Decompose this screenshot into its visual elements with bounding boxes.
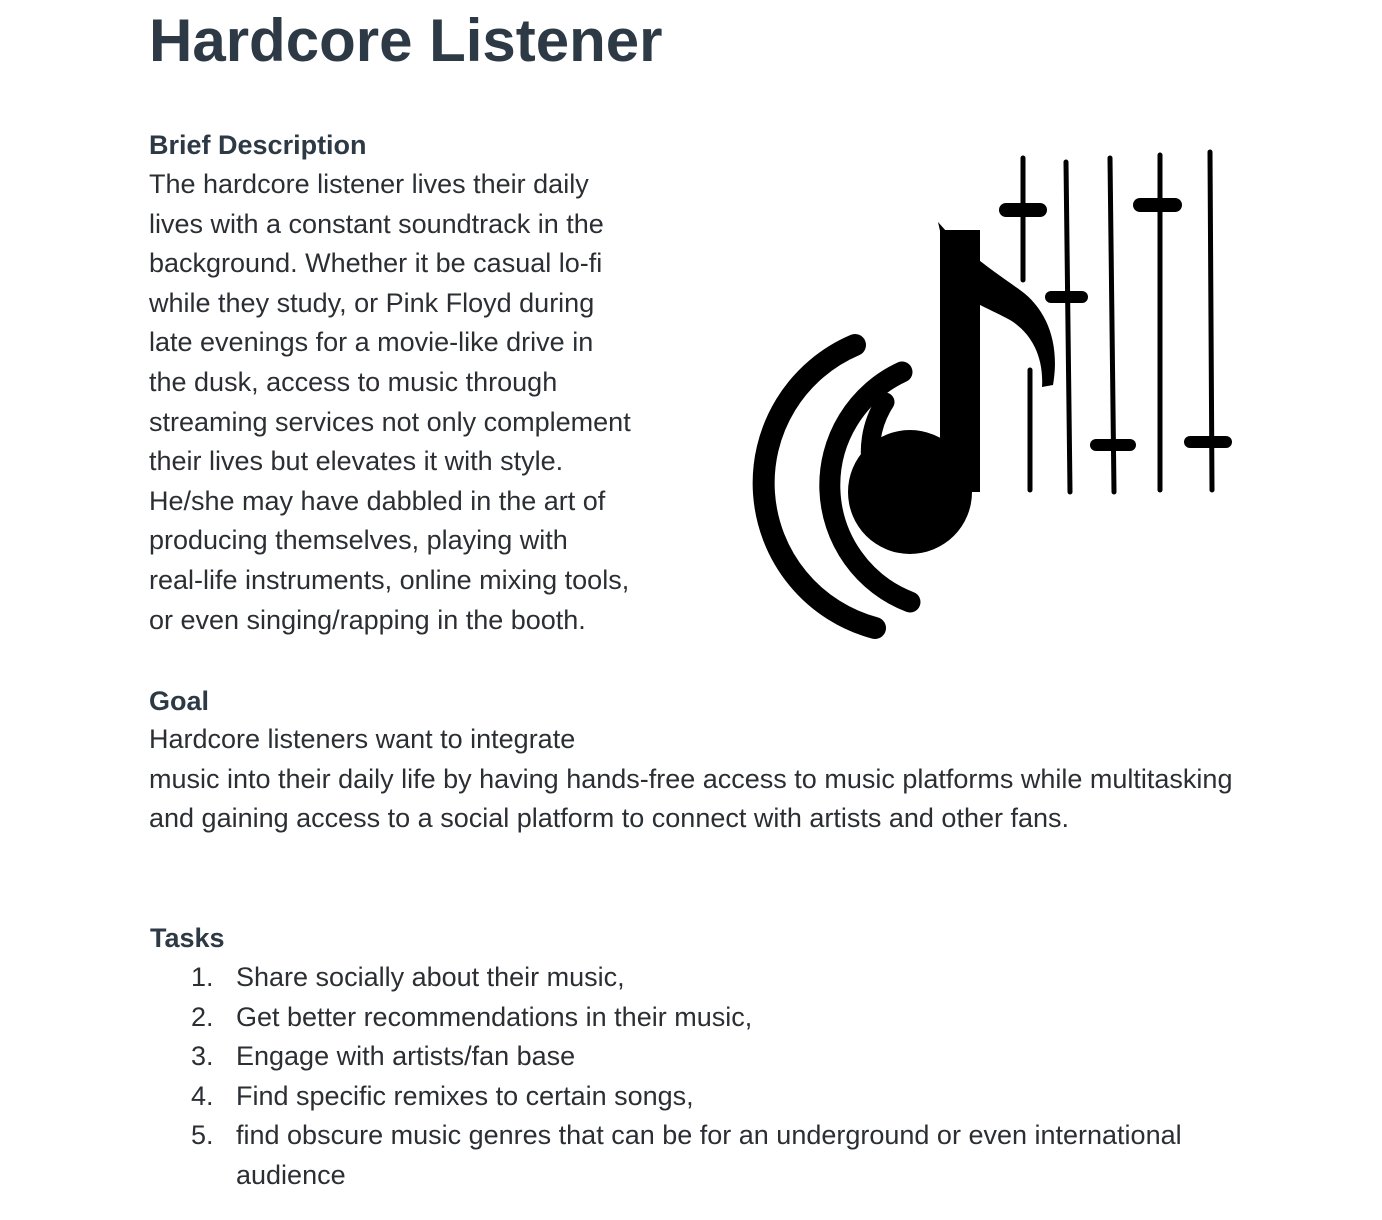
task-text: find obscure music genres that can be for an underground or even international audience bbox=[236, 1120, 1182, 1190]
task-text: Get better recommendations in their music, bbox=[236, 1001, 753, 1032]
task-item bbox=[149, 958, 1269, 998]
task-number: 4. bbox=[191, 1080, 214, 1111]
brief-description-line: lives with a constant soundtrack in the bbox=[149, 208, 604, 239]
goal-heading: Goal bbox=[149, 686, 210, 716]
tasks-list bbox=[149, 958, 1269, 1196]
brief-description-line: producing themselves, playing with bbox=[149, 525, 568, 556]
task-item bbox=[149, 1077, 1269, 1117]
brief-description-line: the dusk, access to music through bbox=[149, 366, 558, 397]
task-number: 5. bbox=[191, 1120, 214, 1151]
task-text: Find specific remixes to certain songs, bbox=[236, 1080, 694, 1111]
brief-description-line: The hardcore listener lives their daily bbox=[149, 169, 589, 199]
goal-text-line: Hardcore listeners want to integrate bbox=[149, 724, 576, 754]
brief-description-line: He/she may have dabbled in the art of bbox=[149, 485, 606, 516]
task-number: 2. bbox=[191, 1001, 214, 1032]
slider-track bbox=[1066, 162, 1070, 492]
task-text: Share socially about their music, bbox=[236, 962, 625, 992]
goal-text bbox=[149, 720, 1249, 839]
task-item bbox=[149, 998, 1269, 1038]
brief-description-heading: Brief Description bbox=[149, 130, 367, 160]
brief-description-line: real-life instruments, online mixing tools, bbox=[149, 564, 630, 595]
page-title: Hardcore Listener bbox=[149, 7, 663, 74]
brief-description-line: streaming services not only complement bbox=[149, 406, 631, 437]
task-item bbox=[149, 1037, 1269, 1077]
task-text: Engage with artists/fan base bbox=[236, 1041, 576, 1072]
brief-description-line: their lives but elevates it with style. bbox=[149, 446, 564, 477]
brief-description-line: background. Whether it be casual lo-fi bbox=[149, 248, 603, 279]
task-item bbox=[149, 1116, 1269, 1195]
goal-text-rest: music into their daily life by having hands-free access to music platforms while multitasking and gaining access to a social platform to connect with artists and other fans. bbox=[149, 763, 1233, 834]
brief-description-line: while they study, or Pink Floyd during bbox=[149, 287, 595, 318]
brief-description-line: late evenings for a movie-like drive in bbox=[149, 327, 594, 358]
brief-description-text bbox=[149, 165, 709, 640]
tasks-heading: Tasks bbox=[150, 923, 225, 953]
music-note-illustration bbox=[730, 140, 1260, 660]
task-number: 1. bbox=[191, 962, 214, 992]
brief-description-line: or even singing/rapping in the booth. bbox=[149, 604, 586, 635]
task-number: 3. bbox=[191, 1041, 214, 1072]
